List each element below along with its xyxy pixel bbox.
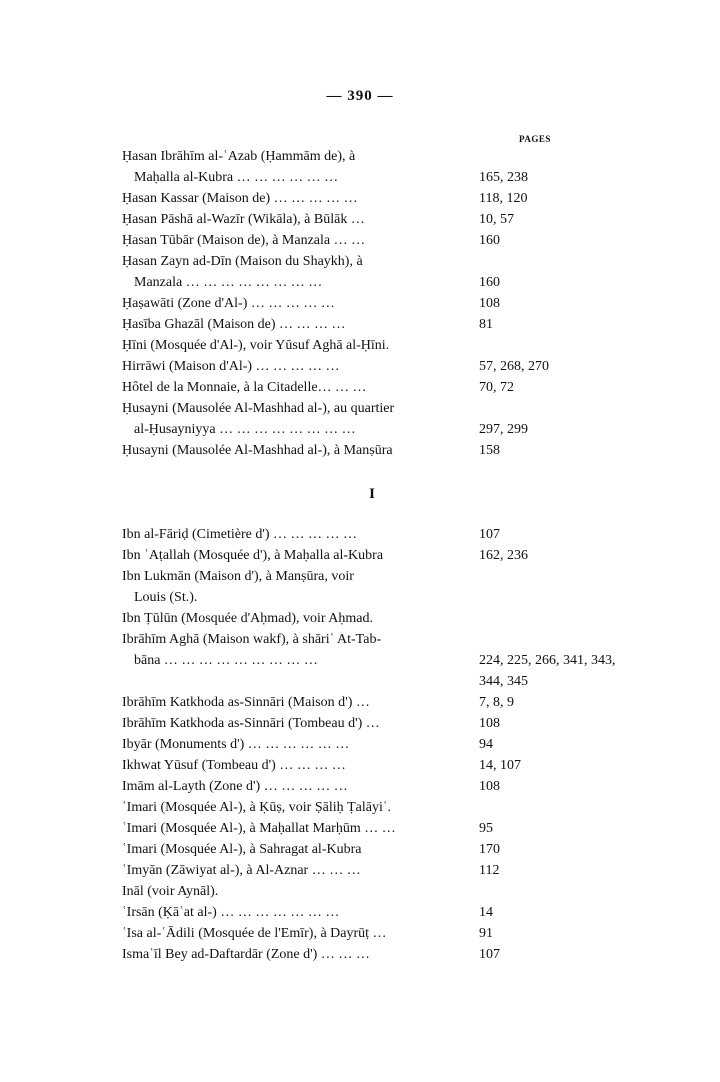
entry-line: Ḥasan Zayn ad-Dīn (Maison du Shaykh), à (122, 254, 363, 269)
entry-line: Ikhwat Yūsuf (Tombeau d') … … … … (122, 758, 346, 773)
index-entry (122, 230, 642, 251)
index-entry (122, 629, 642, 692)
entry-pages: 14 (479, 905, 493, 920)
index-section-h (122, 146, 642, 461)
entry-pages: 81 (479, 317, 493, 332)
entry-line: ʿIrsān (Ḳāʿat al-) … … … … … … … (122, 905, 340, 920)
entry-line: Ibrāhīm Aghā (Maison wakf), à shāriʿ At-Tab- (122, 632, 382, 647)
entry-pages: 108 (479, 716, 500, 731)
entry-pages: 94 (479, 737, 493, 752)
entry-line: ʿImyān (Zāwiyat al-), à Al-Aznar … … … (122, 863, 361, 878)
entry-line: Ḥīni (Mosquée d'Al-), voir Yūsuf Aghā al-Ḥīni. (122, 338, 390, 353)
pages-column-header: PAGES (519, 134, 551, 144)
index-entry (122, 776, 642, 797)
index-entry (122, 566, 642, 608)
entry-pages: 170 (479, 842, 500, 857)
index-entry (122, 335, 642, 356)
index-entry (122, 398, 642, 440)
index-entry (122, 251, 642, 293)
entry-line: Ḥasan Pāshā al-Wazīr (Wikāla), à Būlāk … (122, 212, 365, 227)
entry-line: bāna … … … … … … … … … (134, 653, 318, 668)
entry-pages: 158 (479, 443, 500, 458)
index-entry (122, 713, 642, 734)
index-entry (122, 293, 642, 314)
entry-line: Ibn Ṭūlūn (Mosquée d'Aḥmad), voir Aḥmad. (122, 611, 373, 626)
entry-line: Ibn ʿAṭallah (Mosquée d'), à Maḥalla al-Kubra (122, 548, 384, 563)
index-entry (122, 440, 642, 461)
entry-pages: 165, 238 (479, 170, 528, 185)
entry-pages: 162, 236 (479, 548, 528, 563)
entry-line: Hirrāwi (Maison d'Al-) … … … … … (122, 359, 340, 374)
entry-line: ʿImari (Mosquée Al-), à Sahragat al-Kubra (122, 842, 362, 857)
entry-pages: 107 (479, 947, 500, 962)
entry-line: Ibn Lukmān (Maison d'), à Manṣūra, voir (122, 569, 354, 584)
entry-pages: 108 (479, 779, 500, 794)
entry-line: Maḥalla al-Kubra … … … … … … (134, 170, 339, 185)
entry-line: Manzala … … … … … … … … (134, 275, 323, 290)
section-letter: I (369, 486, 375, 502)
index-entry (122, 377, 642, 398)
entry-line: Ibyār (Monuments d') … … … … … … (122, 737, 350, 752)
entry-line: Ḥaṣawāti (Zone d'Al-) … … … … … (122, 296, 335, 311)
entry-pages: 160 (479, 275, 500, 290)
entry-line: Ismaʿīl Bey ad-Daftardār (Zone d') … … … (122, 947, 370, 962)
index-entry (122, 818, 642, 839)
index-entry (122, 839, 642, 860)
index-entry (122, 944, 642, 965)
entry-pages: 160 (479, 233, 500, 248)
entry-pages: 297, 299 (479, 422, 528, 437)
entry-line: Ḥasan Kassar (Maison de) … … … … … (122, 191, 358, 206)
index-entry (122, 146, 642, 188)
entry-pages: 224, 225, 266, 341, 343, 344, 345 (479, 653, 616, 689)
index-entry (122, 881, 642, 902)
entry-pages: 112 (479, 863, 500, 878)
index-entry (122, 734, 642, 755)
index-entry (122, 692, 642, 713)
entry-line: Ibrāhīm Katkhoda as-Sinnāri (Tombeau d') … (122, 716, 380, 731)
entry-line: ʿImari (Mosquée Al-), à Maḥallat Marḥūm … … (122, 821, 396, 836)
index-entry (122, 524, 642, 545)
entry-pages: 57, 268, 270 (479, 359, 549, 374)
entry-pages: 91 (479, 926, 493, 941)
index-entry (122, 314, 642, 335)
entry-pages: 107 (479, 527, 500, 542)
entry-line: Louis (St.). (134, 590, 198, 605)
page-number: — 390 — (326, 88, 394, 104)
entry-line: ʿImari (Mosquée Al-), à Ḳūṣ, voir Ṣāliḥ Ṭalāyiʿ. (122, 800, 392, 815)
entry-line: Ḥusayni (Mausolée Al-Mashhad al-), au quartier (122, 401, 395, 416)
index-entry (122, 209, 642, 230)
entry-line: Ḥusayni (Mausolée Al-Mashhad al-), à Manṣūra (122, 443, 393, 458)
index-entry (122, 755, 642, 776)
entry-pages: 118, 120 (479, 191, 528, 206)
entry-line: al-Ḥusayniyya … … … … … … … … (134, 422, 356, 437)
entry-line: ʿIsa al-ʿĀdili (Mosquée de l'Emīr), à Dayrūṭ … (122, 926, 387, 941)
entry-line: Ibrāhīm Katkhoda as-Sinnāri (Maison d') … (122, 695, 370, 710)
entry-line: Ināl (voir Aynāl). (122, 884, 219, 899)
index-entry (122, 188, 642, 209)
entry-line: Ḥasan Ibrāhīm al-ʿAzab (Ḥammām de), à (122, 149, 356, 164)
entry-pages: 108 (479, 296, 500, 311)
index-entry (122, 356, 642, 377)
entry-line: Imām al-Layth (Zone d') … … … … … (122, 779, 348, 794)
index-section-i (122, 524, 642, 965)
index-entry (122, 608, 642, 629)
index-entry (122, 860, 642, 881)
entry-line: Ḥasība Ghazāl (Maison de) … … … … (122, 317, 346, 332)
entry-line: Ibn al-Fāriḍ (Cimetière d') … … … … … (122, 527, 358, 542)
entry-pages: 70, 72 (479, 380, 514, 395)
index-entry (122, 902, 642, 923)
index-entry (122, 545, 642, 566)
entry-spacer (122, 671, 472, 692)
entry-line: Ḥasan Tūbār (Maison de), à Manzala … … (122, 233, 366, 248)
entry-pages: 14, 107 (479, 758, 521, 773)
entry-line: Hôtel de la Monnaie, à la Citadelle… … … (122, 380, 367, 395)
entry-pages: 7, 8, 9 (479, 695, 514, 710)
index-entry (122, 797, 642, 818)
index-entry (122, 923, 642, 944)
entry-pages: 95 (479, 821, 493, 836)
entry-pages: 10, 57 (479, 212, 514, 227)
